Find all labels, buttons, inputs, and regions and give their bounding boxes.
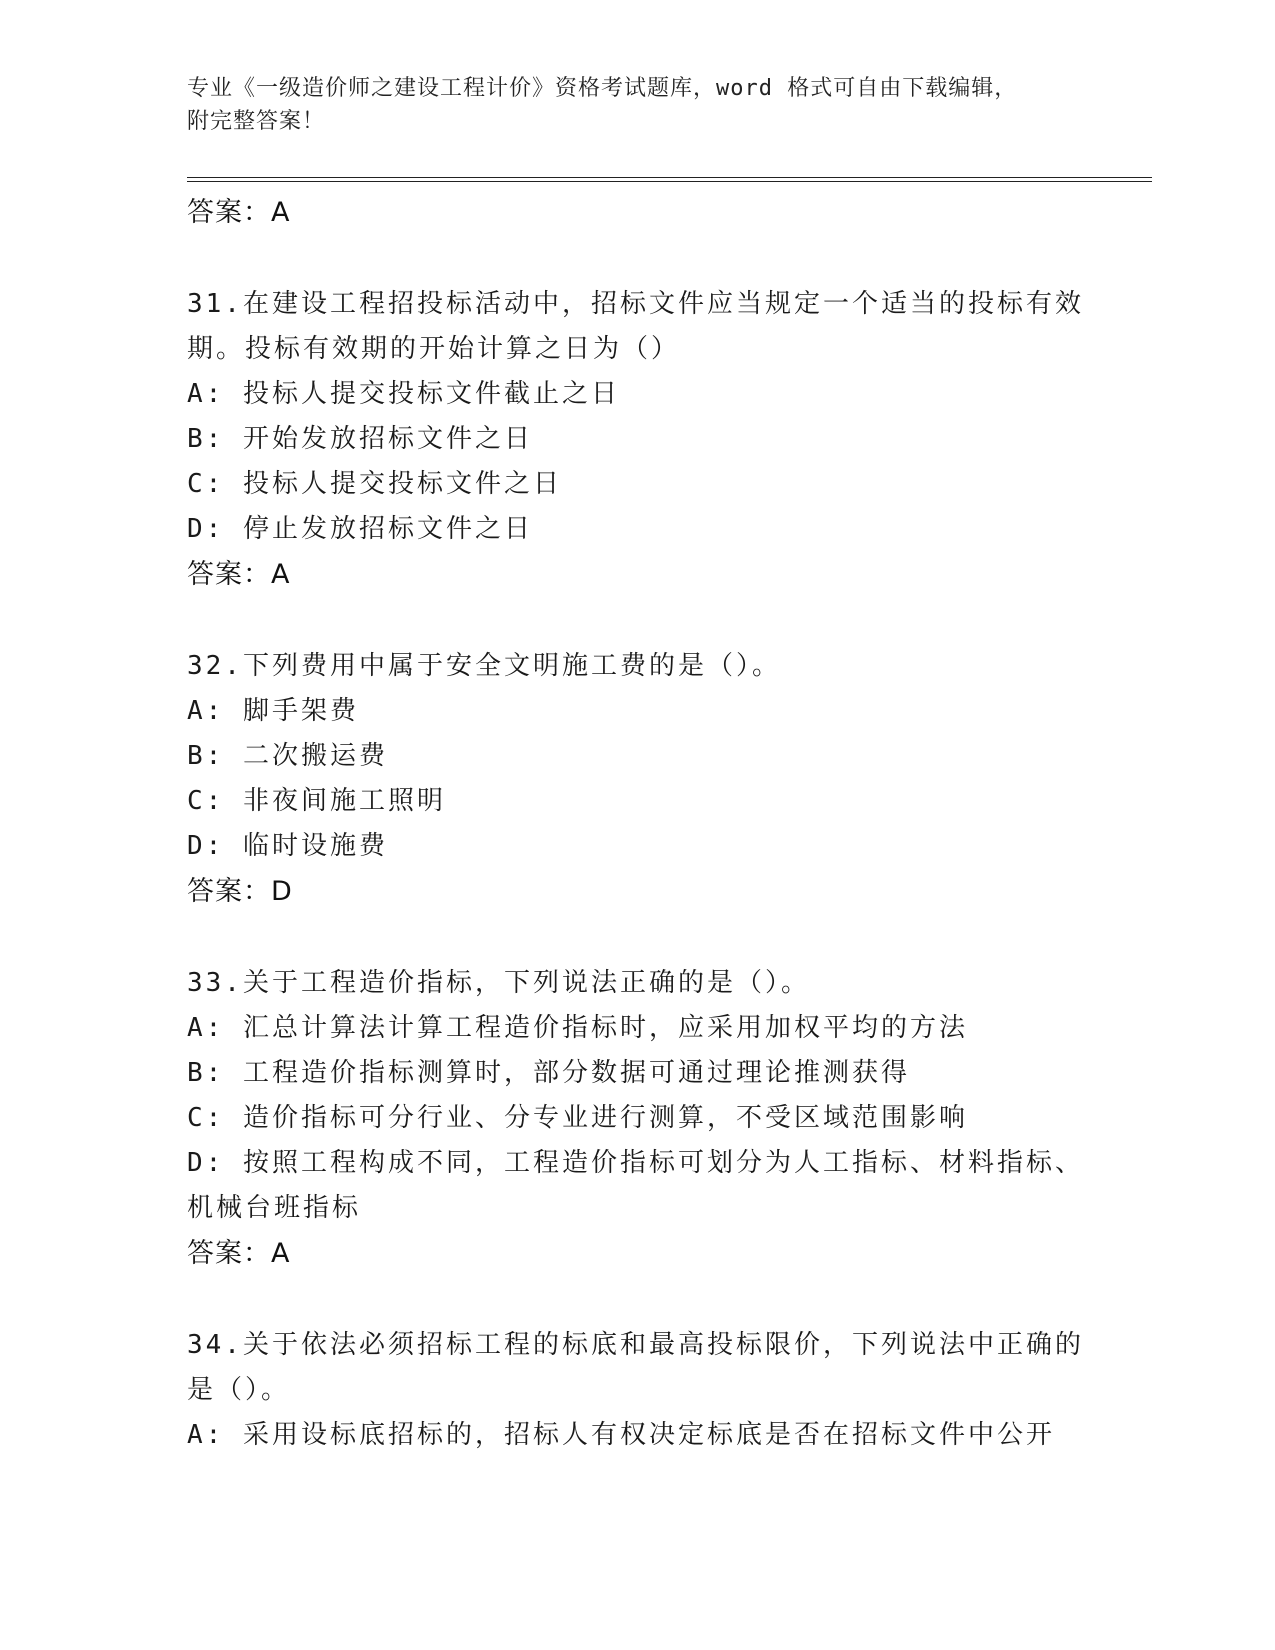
answer-label: 答案：A <box>187 559 291 590</box>
question-32 <box>187 644 1147 914</box>
document-page <box>187 0 1147 1650</box>
option-b: B: 工程造价指标测算时，部分数据可通过理论推测获得 <box>187 1058 910 1088</box>
option-d: D: 按照工程构成不同，工程造价指标可划分为人工指标、材料指标、 <box>187 1148 1084 1178</box>
header-rule-top <box>187 177 1152 178</box>
question-31 <box>187 282 1147 597</box>
option-b: B: 二次搬运费 <box>187 741 388 771</box>
option-c: C: 非夜间施工照明 <box>187 786 446 816</box>
document-header <box>187 72 1087 138</box>
previous-answer: 答案：A <box>187 197 291 228</box>
question-list <box>187 190 1147 1458</box>
question-stem: 34.关于依法必须招标工程的标底和最高投标限价，下列说法中正确的 <box>187 1330 1084 1360</box>
option-d-continued: 机械台班指标 <box>187 1193 362 1223</box>
question-stem: 31.在建设工程招投标活动中，招标文件应当规定一个适当的投标有效 <box>187 289 1084 319</box>
header-rule-bottom <box>187 181 1152 182</box>
option-b: B: 开始发放招标文件之日 <box>187 424 533 454</box>
option-d: D: 停止发放招标文件之日 <box>187 514 533 544</box>
question-stem: 是（）。 <box>187 1375 291 1405</box>
option-a: A: 脚手架费 <box>187 696 359 726</box>
spacer <box>187 235 1147 282</box>
spacer <box>187 914 1147 961</box>
option-c: C: 投标人提交投标文件之日 <box>187 469 562 499</box>
answer-label: 答案：D <box>187 876 293 907</box>
question-stem: 32.下列费用中属于安全文明施工费的是（）。 <box>187 651 781 681</box>
spacer <box>187 1276 1147 1323</box>
option-d: D: 临时设施费 <box>187 831 388 861</box>
question-33 <box>187 961 1147 1276</box>
header-line-2: 附完整答案！ <box>187 109 326 134</box>
question-stem: 期。投标有效期的开始计算之日为（） <box>187 334 681 364</box>
option-a: A: 采用设标底招标的，招标人有权决定标底是否在招标文件中公开 <box>187 1420 1055 1450</box>
answer-label: 答案：A <box>187 1238 291 1269</box>
question-stem: 33.关于工程造价指标，下列说法正确的是（）。 <box>187 968 810 998</box>
spacer <box>187 597 1147 644</box>
option-a: A: 汇总计算法计算工程造价指标时，应采用加权平均的方法 <box>187 1013 968 1043</box>
option-a: A: 投标人提交投标文件截止之日 <box>187 379 620 409</box>
option-c: C: 造价指标可分行业、分专业进行测算，不受区域范围影响 <box>187 1103 968 1133</box>
question-34 <box>187 1323 1147 1458</box>
header-line-1: 专业《一级造价师之建设工程计价》资格考试题库，word 格式可自由下载编辑， <box>187 76 1018 101</box>
